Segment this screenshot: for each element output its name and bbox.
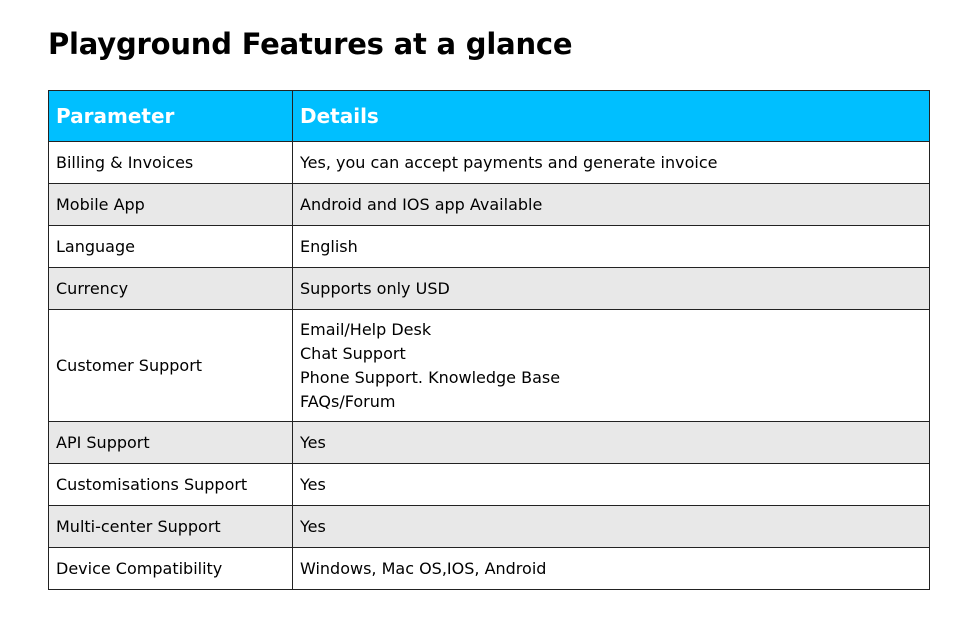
detail-line: Android and IOS app Available <box>300 194 543 214</box>
detail-line: Yes <box>300 432 326 452</box>
parameter-cell: Currency <box>49 268 293 310</box>
table-row <box>49 184 930 226</box>
table-row <box>49 310 930 422</box>
detail-line: English <box>300 236 358 256</box>
table-row <box>49 464 930 506</box>
page-title: Playground Features at a glance <box>48 27 573 61</box>
parameter-cell: Customisations Support <box>49 464 293 506</box>
parameter-cell: Device Compatibility <box>49 548 293 590</box>
detail-line: Supports only USD <box>300 278 450 298</box>
detail-line: Yes <box>300 516 326 536</box>
details-cell <box>293 422 930 464</box>
detail-line: Email/Help Desk <box>300 319 432 339</box>
details-cell <box>293 226 930 268</box>
table-row <box>49 506 930 548</box>
details-cell <box>293 268 930 310</box>
detail-line: FAQs/Forum <box>300 391 396 411</box>
parameter-cell: Mobile App <box>49 184 293 226</box>
details-cell <box>293 310 930 422</box>
details-cell <box>293 142 930 184</box>
table-body <box>49 142 930 590</box>
column-header-parameter: Parameter <box>49 91 293 142</box>
parameter-cell: API Support <box>49 422 293 464</box>
table-row <box>49 268 930 310</box>
details-cell <box>293 548 930 590</box>
details-cell <box>293 506 930 548</box>
parameter-cell: Billing & Invoices <box>49 142 293 184</box>
features-table <box>48 90 930 590</box>
parameter-cell: Multi-center Support <box>49 506 293 548</box>
details-cell <box>293 464 930 506</box>
table-header-row <box>49 91 930 142</box>
parameter-cell: Language <box>49 226 293 268</box>
details-cell <box>293 184 930 226</box>
column-header-details: Details <box>293 91 930 142</box>
table-row <box>49 422 930 464</box>
detail-line: Phone Support. Knowledge Base <box>300 367 561 387</box>
table-row <box>49 548 930 590</box>
detail-line: Yes, you can accept payments and generate invoice <box>300 152 718 172</box>
detail-line: Chat Support <box>300 343 406 363</box>
table-row <box>49 226 930 268</box>
parameter-cell: Customer Support <box>49 310 293 422</box>
table-row <box>49 142 930 184</box>
detail-line: Windows, Mac OS,IOS, Android <box>300 558 547 578</box>
detail-line: Yes <box>300 474 326 494</box>
